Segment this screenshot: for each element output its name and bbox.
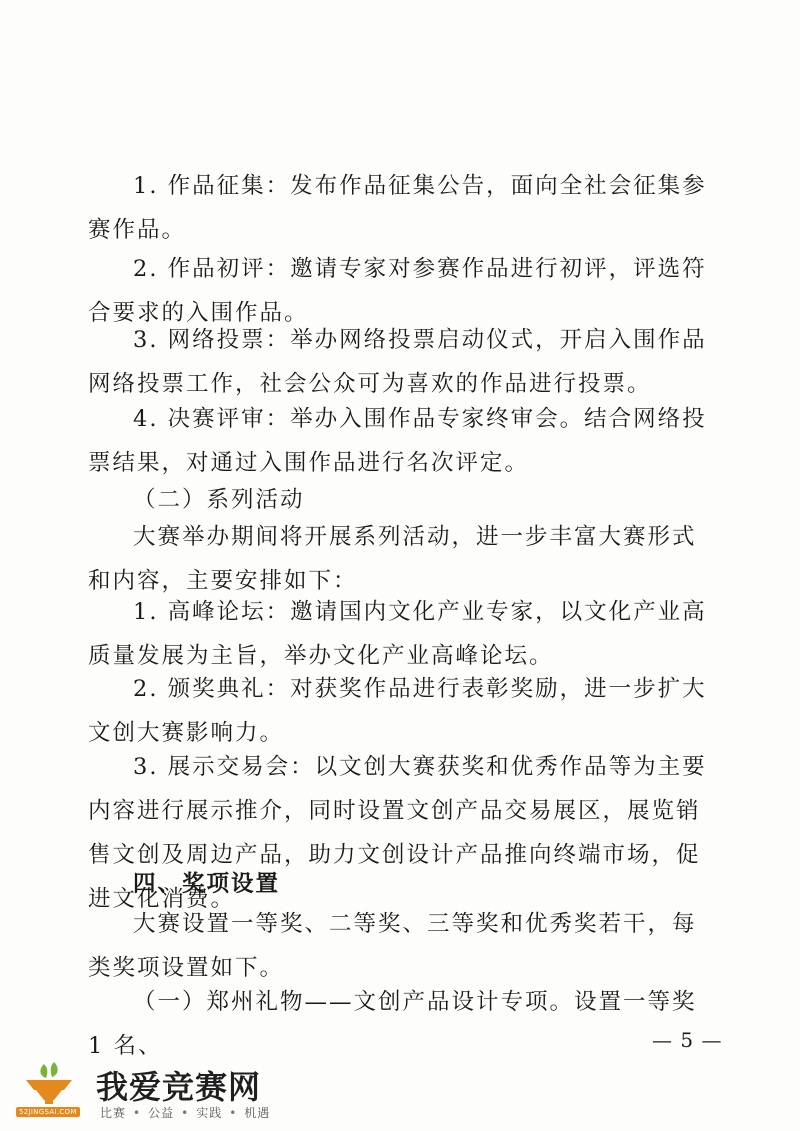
paragraph-summit-forum: 1. 高峰论坛：邀请国内文化产业专家，以文化产业高质量发展为主旨，举办文化产业高峰论坛。 — [88, 599, 707, 669]
paragraph-awards-intro: 大赛设置一等奖、二等奖、三等奖和优秀奖若干，每类奖项设置如下。 — [88, 911, 697, 981]
paragraph-zhengzhou-gift: （一）郑州礼物——文创产品设计专项。设置一等奖 1 名、 — [88, 989, 697, 1059]
slogan-item: 比赛 — [100, 1106, 127, 1120]
separator-dot: • — [229, 1106, 238, 1120]
slogan-item: 公益 — [148, 1106, 175, 1120]
paragraph-final-review: 4. 决赛评审：举办入围作品专家终审会。结合网络投票结果，对通过入围作品进行名次评定。 — [88, 406, 707, 476]
paragraph-exhibition-fair: 3. 展示交易会：以文创大赛获奖和优秀作品等为主要内容进行展示推介，同时设置文创产品交易展区，展览销售文创及周边产品，助力文创设计产品推向终端市场，促进文化消费。 — [88, 754, 707, 912]
watermark-slogan — [100, 1104, 270, 1121]
slogan-item: 实践 — [196, 1106, 223, 1120]
watermark-title: 我爱竞赛网 — [96, 1068, 262, 1106]
separator-dot: • — [181, 1106, 190, 1120]
section-heading-awards: 四、奖项设置 — [133, 871, 281, 897]
section-heading-activities: （二）系列活动 — [133, 487, 305, 513]
slogan-item: 机遇 — [244, 1106, 271, 1120]
page-number: — 5 — — [652, 1028, 723, 1052]
watermark-domain: 52JINGSAI.COM — [16, 1107, 80, 1117]
paragraph-award-ceremony: 2. 颁奖典礼：对获奖作品进行表彰奖励，进一步扩大文创大赛影响力。 — [88, 676, 707, 746]
paragraph-activities-intro: 大赛举办期间将开展系列活动，进一步丰富大赛形式和内容，主要安排如下： — [88, 524, 697, 594]
paragraph-preliminary-review: 2. 作品初评：邀请专家对参赛作品进行初评，评选符合要求的入围作品。 — [88, 256, 707, 326]
paragraph-online-voting: 3. 网络投票：举办网络投票启动仪式，开启入围作品网络投票工作，社会公众可为喜欢的作品进行投票。 — [88, 327, 707, 397]
paragraph-collection: 1. 作品征集：发布作品征集公告，面向全社会征集参赛作品。 — [88, 173, 707, 243]
separator-dot: • — [133, 1106, 142, 1120]
trophy-icon — [14, 1060, 84, 1110]
watermark-logo — [14, 1060, 314, 1126]
